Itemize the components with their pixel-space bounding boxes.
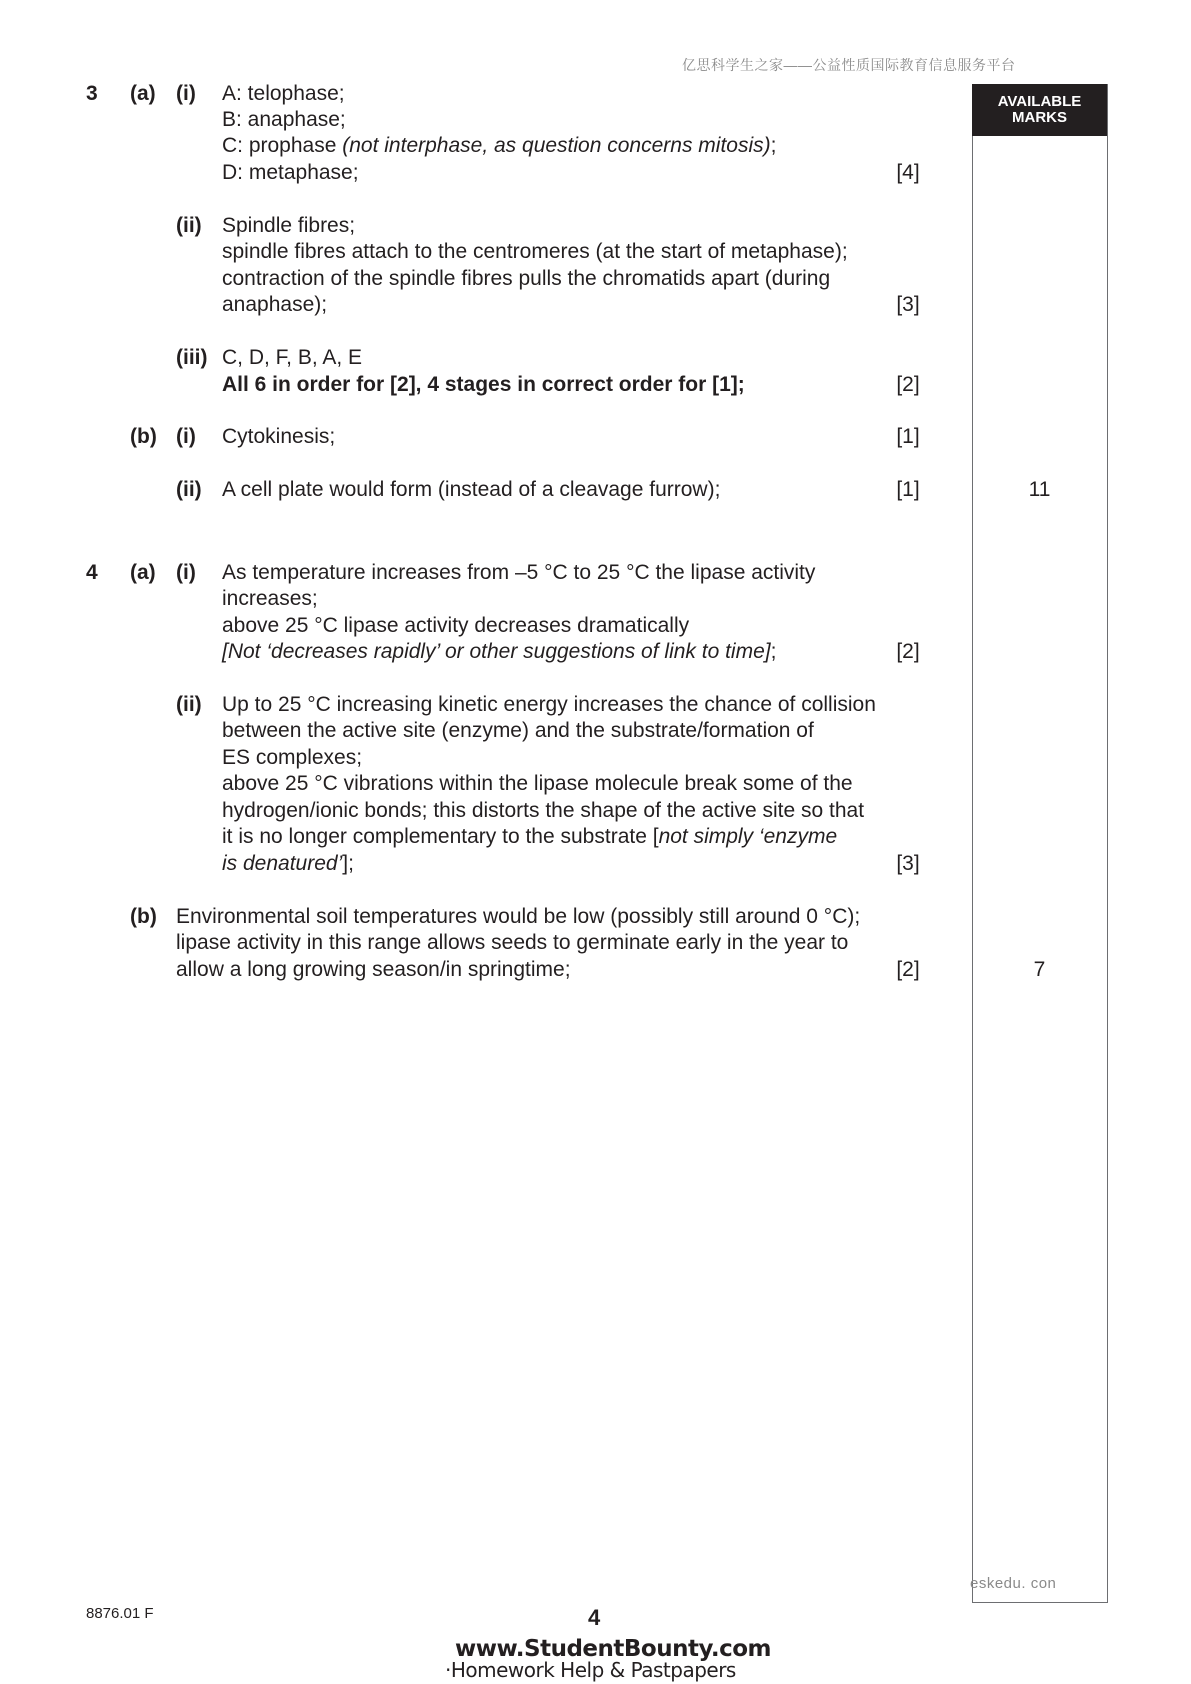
paper-code: 8876.01 F: [86, 1605, 154, 1622]
q4-a-i-line1: As temperature increases from –5 °C to 25 °C the lipase activity: [222, 561, 816, 584]
q4-b-line2: lipase activity in this range allows seeds to germinate early in the year to: [176, 931, 849, 954]
q4-a-i-line4-italic: [Not ‘decreases rapidly’ or other suggestions of link to time]: [222, 640, 771, 663]
watermark-bottom: eskedu. con: [970, 1575, 1057, 1592]
q3-a-iii-mark: [2]: [896, 373, 920, 396]
page-number: 4: [588, 1605, 601, 1630]
q4-a-ii-line3: ES complexes;: [222, 746, 363, 769]
q3-a-ii-line3: contraction of the spindle fibres pulls the chromatids apart (during: [222, 267, 831, 290]
q4-a-ii-line7-italic: is denatured’: [222, 852, 343, 875]
q4-a-ii-line1: Up to 25 °C increasing kinetic energy increases the chance of collision: [222, 693, 876, 716]
q4-b-line3: allow a long growing season/in springtime;: [176, 958, 571, 981]
q3-a-i-label: (i): [176, 82, 196, 105]
q3-a-ii-label: (ii): [176, 214, 202, 237]
q3-b-i-label: (i): [176, 425, 196, 448]
q4-a-ii-line7: [222, 851, 354, 877]
q3-b-ii-label: (ii): [176, 478, 202, 501]
q4-a-i-line2: increases;: [222, 587, 318, 610]
q3-a-i-line3-italic: (not interphase, as question concerns mitosis): [342, 134, 771, 157]
q4-a-i-mark: [2]: [896, 640, 920, 663]
q4-number: 4: [86, 561, 98, 584]
studentbounty-url[interactable]: www.StudentBounty.com: [455, 1636, 771, 1662]
q3-b-ii-mark: [1]: [896, 478, 920, 501]
q4-a-ii-line7-suffix: ];: [342, 852, 354, 875]
q3-part-b-label: (b): [130, 425, 157, 448]
q3-a-i-mark: [4]: [896, 161, 920, 184]
q3-b-ii-line1: A cell plate would form (instead of a cleavage furrow);: [222, 478, 721, 501]
q4-a-i-line4-suffix: ;: [770, 640, 777, 663]
q3-number: 3: [86, 82, 98, 105]
q4-a-ii-line5: hydrogen/ionic bonds; this distorts the shape of the active site so that: [222, 799, 865, 822]
q3-a-ii-mark: [3]: [896, 293, 920, 316]
q3-b-i-line1: Cytokinesis;: [222, 425, 336, 448]
available-marks-heading-line1: AVAILABLE: [997, 93, 1082, 110]
q3-a-i-line4: D: metaphase;: [222, 161, 359, 184]
q3-a-iii-line1: C, D, F, B, A, E: [222, 346, 363, 369]
q3-b-i-mark: [1]: [896, 425, 920, 448]
q3-available-marks: 11: [1028, 478, 1051, 501]
available-marks-header: [972, 84, 1107, 136]
studentbounty-tagline: ·Homework Help & Pastpapers: [445, 1658, 736, 1682]
q3-a-ii-line2: spindle fibres attach to the centromeres (at the start of metaphase);: [222, 240, 848, 263]
q4-a-ii-line4: above 25 °C vibrations within the lipase molecule break some of the: [222, 772, 853, 795]
q3-a-i-line1: A: telophase;: [222, 82, 345, 105]
q3-a-i-line3-prefix: C: prophase: [222, 134, 343, 157]
q3-a-i-line3: [222, 133, 776, 159]
q4-a-ii-line2: between the active site (enzyme) and the substrate/formation of: [222, 719, 814, 742]
q3-a-i-line2: B: anaphase;: [222, 108, 346, 131]
q4-a-ii-mark: [3]: [896, 852, 920, 875]
q4-part-b-label: (b): [130, 905, 157, 928]
q4-a-ii-label: (ii): [176, 693, 202, 716]
q4-a-i-line3: above 25 °C lipase activity decreases dramatically: [222, 614, 690, 637]
available-marks-heading-line2: MARKS: [1012, 109, 1067, 126]
q4-a-ii-line6-prefix: it is no longer complementary to the substrate [: [222, 825, 659, 848]
q3-a-iii-label: (iii): [176, 346, 208, 369]
q4-a-i-line4: [222, 639, 776, 665]
q4-b-mark: [2]: [896, 958, 920, 981]
q3-part-a-label: (a): [130, 82, 156, 105]
q4-available-marks: 7: [1033, 958, 1046, 981]
q3-a-ii-line4: anaphase);: [222, 293, 328, 316]
q3-a-ii-line1: Spindle fibres;: [222, 214, 356, 237]
q4-part-a-label: (a): [130, 561, 156, 584]
q4-b-line1: Environmental soil temperatures would be low (possibly still around 0 °C);: [176, 905, 861, 928]
q4-a-ii-line6: [222, 824, 837, 850]
available-marks-column: [972, 84, 1108, 1603]
q3-a-i-line3-suffix: ;: [770, 134, 777, 157]
watermark-top: 亿思科学生之家——公益性质国际教育信息服务平台: [682, 57, 1016, 73]
q3-a-iii-line2: All 6 in order for [2], 4 stages in correct order for [1];: [222, 373, 745, 396]
q4-a-ii-line6-italic: not simply ‘enzyme: [658, 825, 838, 848]
q4-a-i-label: (i): [176, 561, 196, 584]
